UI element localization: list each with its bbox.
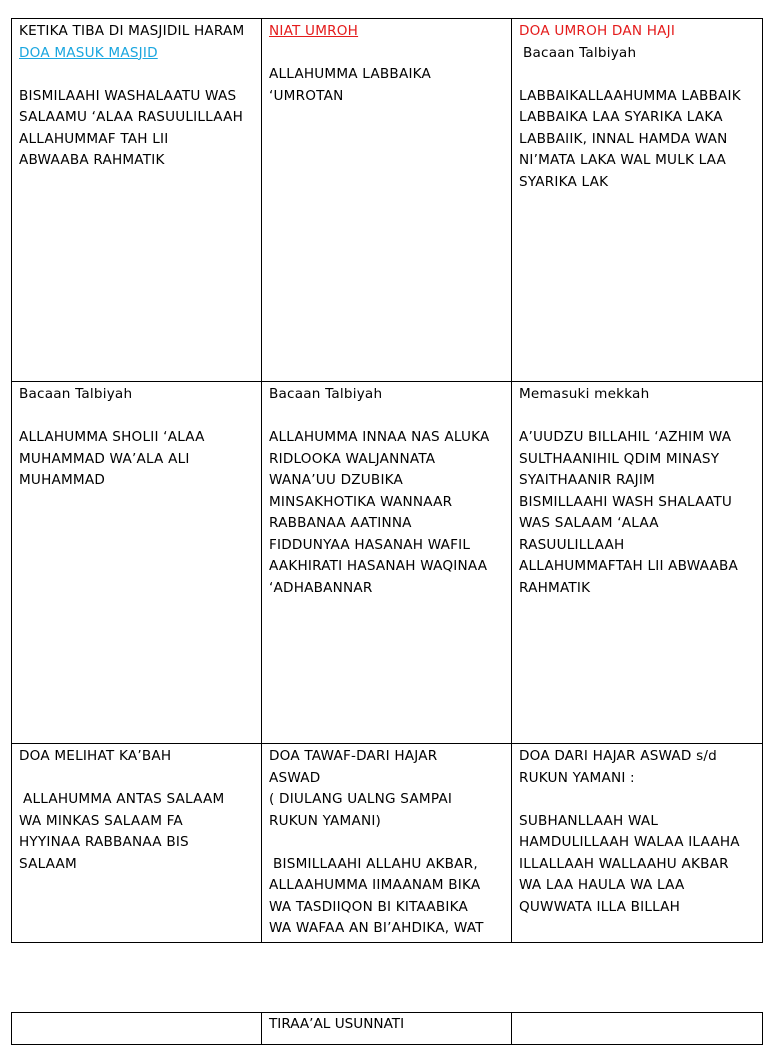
cell-body-line: SALAAM <box>19 855 77 872</box>
cell-talbiyah-sholawat <box>12 382 262 744</box>
cell-body-line: QUWWATA ILLA BILLAH <box>519 898 681 915</box>
cell-heading: Bacaan Talbiyah <box>269 386 383 402</box>
cell-body-line: ABWAABA RAHMATIK <box>19 152 165 168</box>
cell-heading: Memasuki mekkah <box>519 386 650 402</box>
cell-talbiyah-doa <box>262 382 512 744</box>
cell-heading: RUKUN YAMANI : <box>519 769 635 786</box>
cell-niat-umroh <box>262 19 512 382</box>
cell-doa-umroh-haji <box>512 19 763 382</box>
cell-body-line: ALLAHUMMA SHOLII ‘ALAA <box>19 429 205 445</box>
cell-body-line: RAHMATIK <box>519 579 591 596</box>
cell-hajar-aswad-rukun-yamani <box>512 744 763 943</box>
cell-body-line: HYYINAA RABBANAA BIS <box>19 834 189 850</box>
cell-body-line: SYAITHAANIR RAJIM <box>519 472 655 488</box>
cell-body-line: RABBANAA AATINNA <box>269 515 412 531</box>
cell-heading: TIRAA’AL USUNNATI <box>269 1016 405 1032</box>
cell-body-line: SYARIKA LAK <box>519 173 609 190</box>
cell-heading: KETIKA TIBA DI MASJIDIL HARAM <box>19 23 245 39</box>
second-table <box>11 1012 763 1045</box>
second-cell-1 <box>12 1013 262 1045</box>
cell-body-line: ALLAHUMMA INNAA NAS ALUKA <box>269 429 490 445</box>
cell-doa-tawaf <box>262 744 512 943</box>
table-row <box>12 1013 763 1045</box>
cell-body-line: HAMDULILLAAH WALAA ILAAHA <box>519 834 740 850</box>
cell-body-line: MUHAMMAD WA’ALA ALI <box>19 450 190 467</box>
cell-body-line: ALLAAHUMMA IIMAANAM BIKA <box>269 877 481 893</box>
cell-body-line: LABBAIIK, INNAL HAMDA WAN <box>519 130 728 147</box>
cell-body-line: ‘ADHABANNAR <box>269 579 373 596</box>
cell-body-line: ALLAHUMMAFTAH LII ABWAABA <box>519 558 739 574</box>
cell-body-line: ALLAHUMMA LABBAIKA <box>269 66 432 82</box>
cell-body-line: WA TASDIIQON BI KITAABIKA <box>269 898 468 915</box>
table-row <box>12 382 763 744</box>
cell-body-line: WANA’UU DZUBIKA <box>269 472 404 488</box>
cell-body-line: MUHAMMAD <box>19 472 106 488</box>
cell-body-line: WA LAA HAULA WA LAA <box>519 877 685 893</box>
cell-body-line: BISMILAAHI WASHALAATU WAS <box>19 87 237 104</box>
cell-body-line: MINSAKHOTIKA WANNAAR <box>269 493 453 510</box>
second-cell-2 <box>262 1013 512 1045</box>
cell-heading: RUKUN YAMANI) <box>269 812 382 829</box>
cell-body-line: SALAAMU ‘ALAA RASUULILLAAH <box>19 109 244 125</box>
cell-subheading: Bacaan Talbiyah <box>523 44 637 61</box>
cell-body-line: WAS SALAAM ‘ALAA <box>519 515 659 531</box>
cell-body-line: NI’MATA LAKA WAL MULK LAA <box>519 152 727 168</box>
cell-body-line: RASUULILLAAH <box>519 536 625 553</box>
cell-heading: Bacaan Talbiyah <box>19 386 133 402</box>
cell-masuk-masjid <box>12 19 262 382</box>
table-row <box>12 744 763 943</box>
cell-body-line: A’UUDZU BILLAHIL ‘AZHIM WA <box>519 429 732 445</box>
cell-subheading-link[interactable]: DOA MASUK MASJID <box>19 44 158 61</box>
cell-heading: DOA TAWAF-DARI HAJAR <box>269 748 438 764</box>
cell-heading: DOA MELIHAT KA’BAH <box>19 748 172 764</box>
cell-heading: DOA DARI HAJAR ASWAD s/d <box>519 748 718 764</box>
table-row <box>12 19 763 382</box>
doa-umroh-table <box>11 18 763 943</box>
cell-heading: NIAT UMROH <box>269 23 359 39</box>
cell-body-line: LABBAIKA LAA SYARIKA LAKA <box>519 109 723 125</box>
cell-body-line: ‘UMROTAN <box>269 87 344 104</box>
cell-body-line: BISMILLAAHI ALLAHU AKBAR, <box>273 855 478 872</box>
cell-body-line: AAKHIRATI HASANAH WAQINAA <box>269 558 488 574</box>
cell-body-line: SULTHAANIHIL QDIM MINASY <box>519 450 720 467</box>
cell-body-line: SUBHANLLAAH WAL <box>519 812 659 829</box>
cell-body-line: WA WAFAA AN BI’AHDIKA, WAT <box>269 920 484 936</box>
cell-heading: ( DIULANG UALNG SAMPAI <box>269 791 453 807</box>
cell-heading: DOA UMROH DAN HAJI <box>519 23 676 39</box>
cell-body-line: RIDLOOKA WALJANNATA <box>269 450 436 467</box>
cell-body-line: LABBAIKALLAAHUMMA LABBAIK <box>519 87 741 104</box>
cell-body-line: ILLALLAAH WALLAAHU AKBAR <box>519 855 729 872</box>
cell-body-line: BISMILLAAHI WASH SHALAATU <box>519 493 733 510</box>
second-cell-3 <box>512 1013 763 1045</box>
cell-body-line: ALLAHUMMA ANTAS SALAAM <box>23 791 225 807</box>
cell-melihat-kabah <box>12 744 262 943</box>
cell-body-line: WA MINKAS SALAAM FA <box>19 812 183 829</box>
cell-memasuki-mekkah <box>512 382 763 744</box>
cell-heading: ASWAD <box>269 769 321 786</box>
cell-body-line: FIDDUNYAA HASANAH WAFIL <box>269 536 471 553</box>
cell-body-line: ALLAHUMMAF TAH LII <box>19 130 169 147</box>
